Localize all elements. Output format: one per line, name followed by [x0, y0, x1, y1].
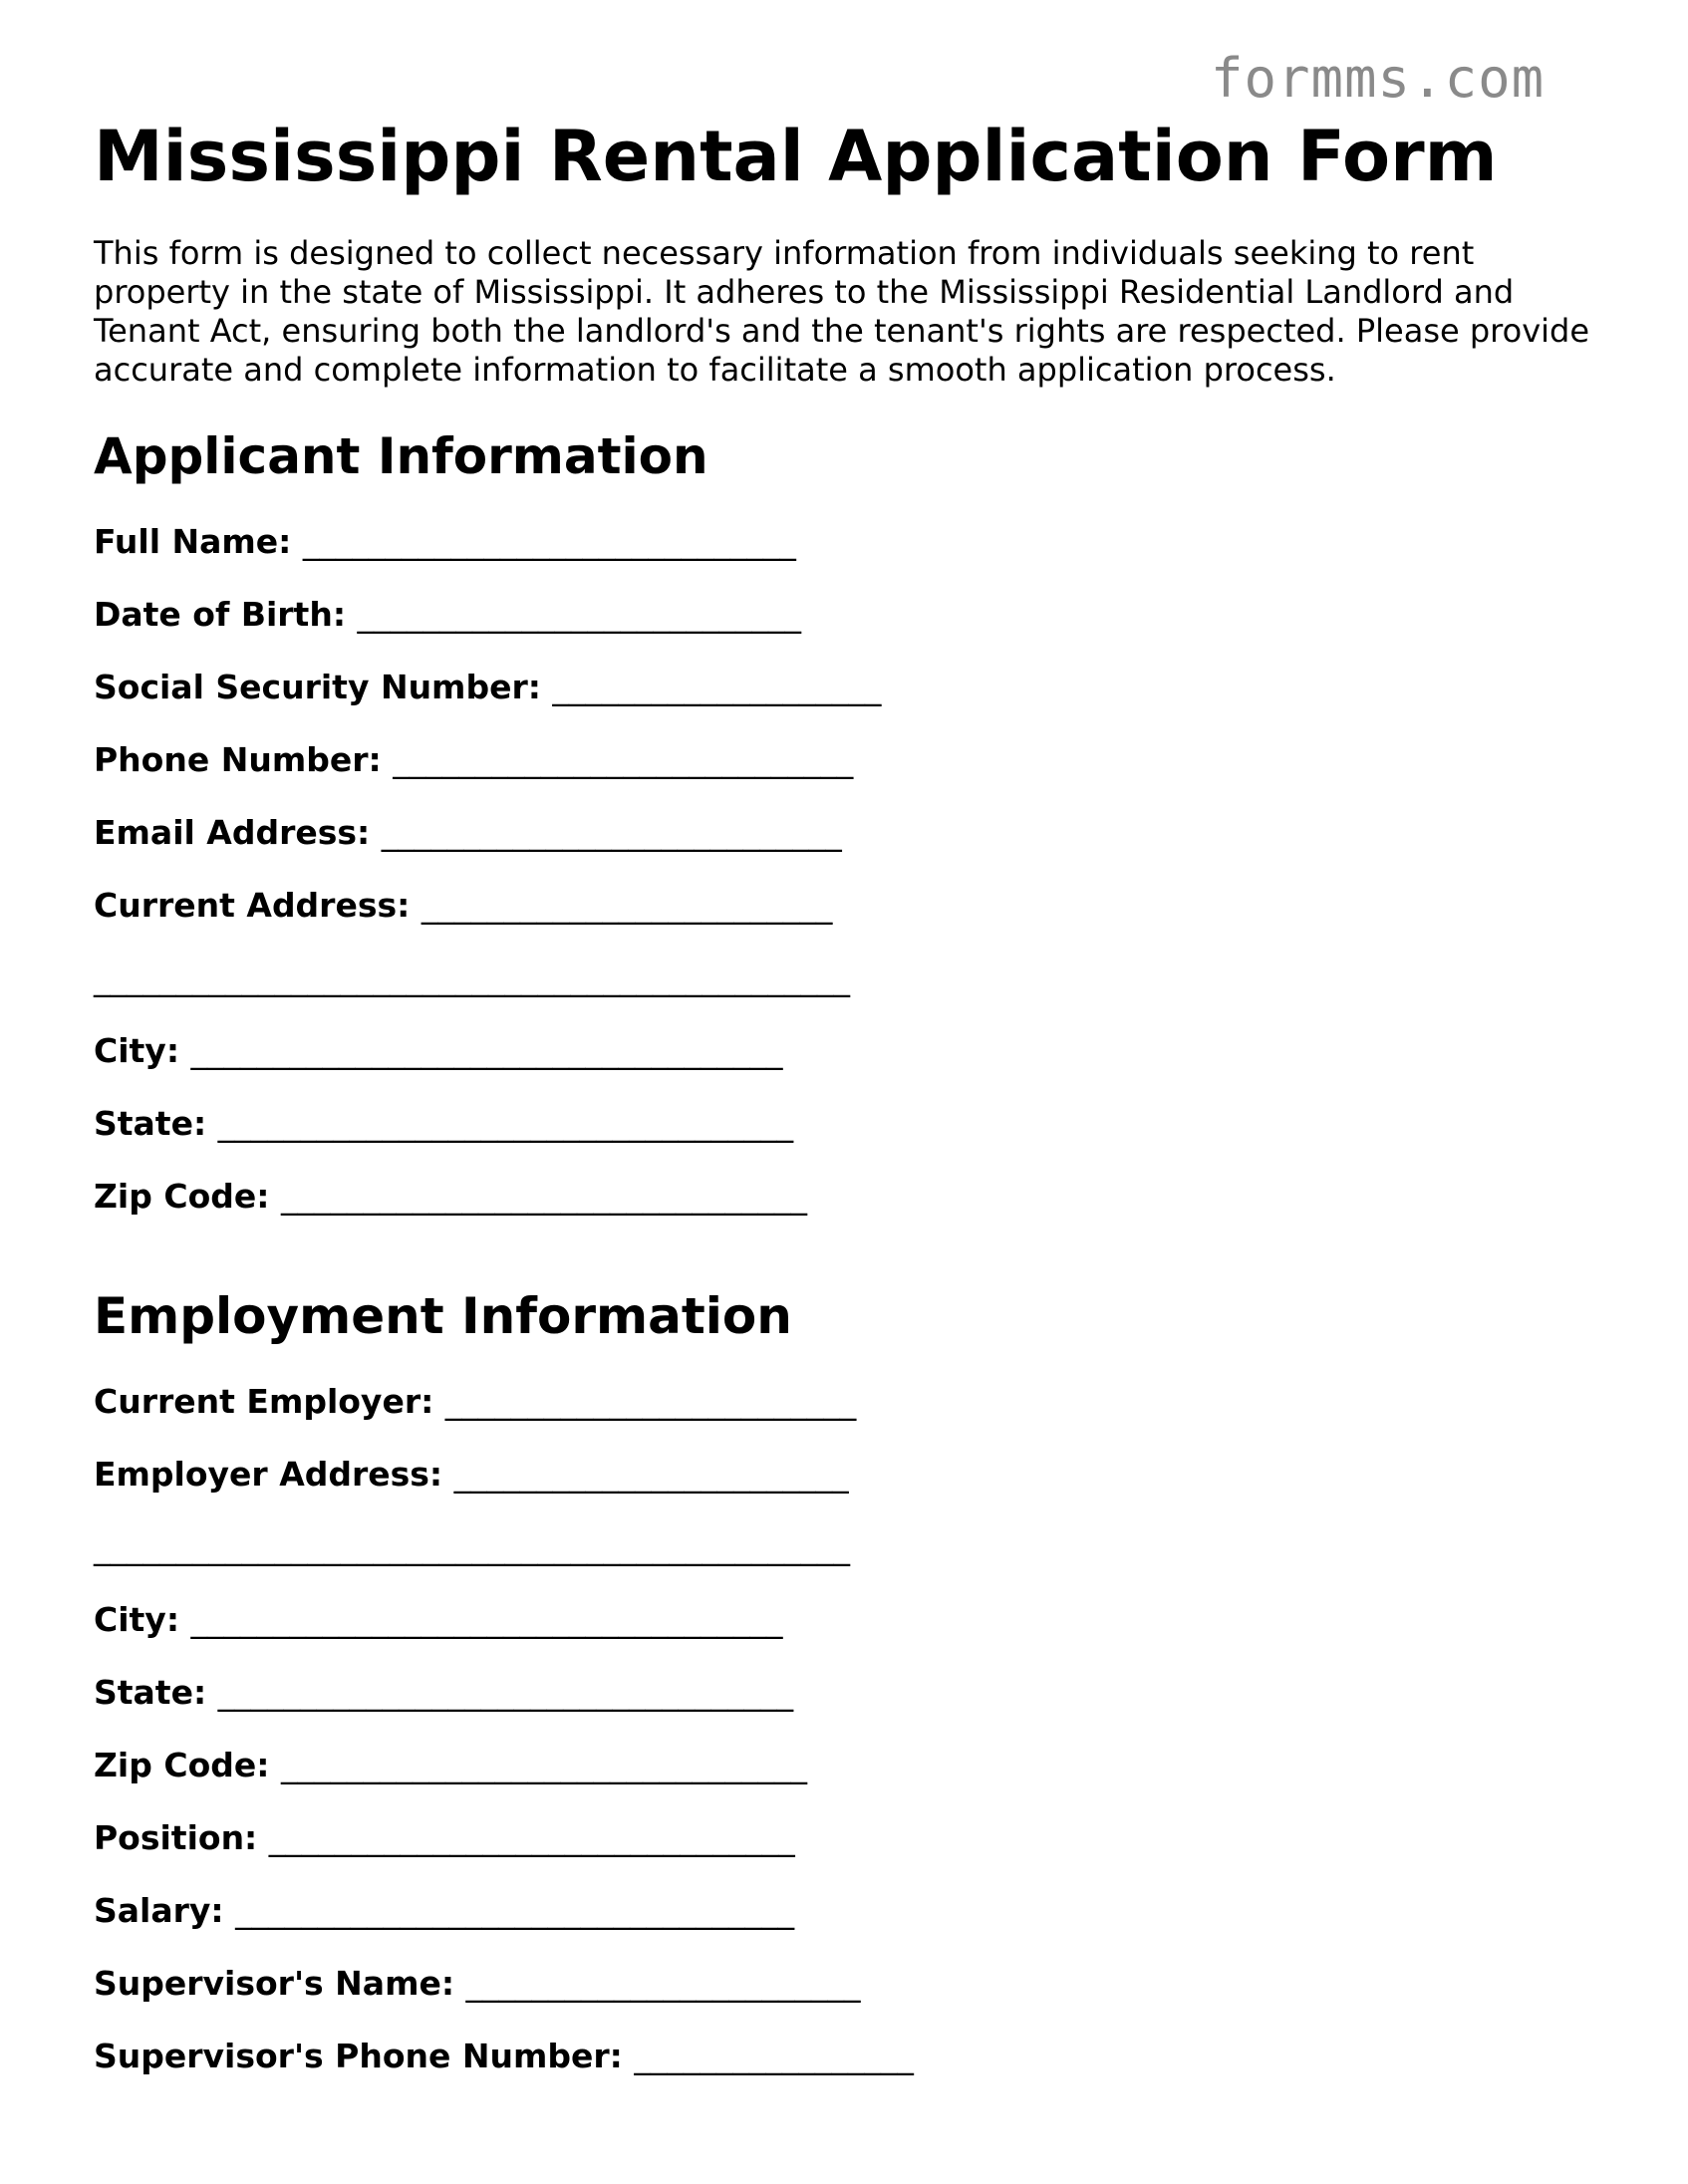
field-label: Employer Address: — [94, 1455, 443, 1494]
field-label: Current Address: — [94, 886, 411, 925]
email-address-field[interactable] — [94, 813, 1608, 886]
intro-paragraph: This form is designed to collect necessary information from individuals seeking to rent property in the state of Mississippi. It adheres to the Mississippi Residential Landlord and Tenant Act, ensuring both the landlord's and the tenant's rights are respected. Please provide accurate and complete information to facilitate a smooth application process. — [94, 234, 1590, 389]
field-label: Salary: — [94, 1891, 224, 1930]
employer-address-field[interactable] — [94, 1455, 1608, 1527]
fill-line[interactable]: ____________________________ — [393, 740, 854, 779]
phone-number-field[interactable] — [94, 740, 1608, 813]
applicant-fields — [94, 522, 1608, 1249]
fill-line[interactable]: ________________________________ — [280, 1177, 807, 1216]
fill-line[interactable]: ___________________________________ — [217, 1104, 794, 1143]
page-title: Mississippi Rental Application Form — [94, 116, 1498, 197]
fill-line[interactable]: ____________________________________ — [190, 1031, 783, 1070]
fill-line[interactable]: ____________________ — [552, 668, 882, 706]
field-label: Social Security Number: — [94, 668, 541, 706]
form-content — [94, 115, 1608, 2109]
field-label: Zip Code: — [94, 1746, 270, 1784]
field-label: State: — [94, 1673, 207, 1712]
fill-line[interactable]: ________________________________ — [268, 1818, 795, 1857]
field-label: Current Employer: — [94, 1382, 434, 1421]
current-address-field[interactable] — [94, 886, 1608, 958]
employer-city-field[interactable] — [94, 1600, 1608, 1673]
watermark: formms.com — [1211, 47, 1546, 110]
zip-code-field[interactable] — [94, 1177, 1608, 1249]
supervisor-phone-field[interactable] — [94, 2037, 1608, 2109]
fill-line[interactable]: _________________________ — [421, 886, 833, 925]
supervisor-name-field[interactable] — [94, 1964, 1608, 2037]
field-label: Supervisor's Name: — [94, 1964, 455, 2003]
fill-line[interactable]: ____________________________________ — [190, 1600, 783, 1639]
fill-line[interactable]: ________________________________ — [280, 1746, 807, 1784]
fill-line[interactable]: ______________________________ — [302, 522, 796, 561]
fill-line[interactable]: ___________________________ — [357, 595, 802, 634]
fill-line[interactable]: ____________________________ — [381, 813, 842, 852]
fill-line[interactable]: ________________________ — [465, 1964, 861, 2003]
city-field[interactable] — [94, 1031, 1608, 1104]
field-label: City: — [94, 1600, 180, 1639]
state-field[interactable] — [94, 1104, 1608, 1177]
fill-line[interactable]: ________________________ — [453, 1455, 849, 1494]
field-label: Full Name: — [94, 522, 292, 561]
field-label: Position: — [94, 1818, 258, 1857]
employer-address-line-2[interactable] — [94, 1527, 1608, 1600]
fill-line[interactable]: __________________________________ — [235, 1891, 795, 1930]
applicant-section-heading: Applicant Information — [94, 427, 708, 485]
field-label: State: — [94, 1104, 207, 1143]
fill-line[interactable]: ______________________________________________ — [94, 1527, 850, 1566]
employment-section-heading: Employment Information — [94, 1287, 792, 1345]
current-address-line-2[interactable] — [94, 958, 1608, 1031]
fill-line[interactable]: _________________ — [634, 2037, 914, 2075]
employer-zip-code-field[interactable] — [94, 1746, 1608, 1818]
ssn-field[interactable] — [94, 668, 1608, 740]
field-label: Phone Number: — [94, 740, 382, 779]
date-of-birth-field[interactable] — [94, 595, 1608, 668]
field-label: Date of Birth: — [94, 595, 347, 634]
fill-line[interactable]: ______________________________________________ — [94, 958, 850, 997]
employment-fields — [94, 1382, 1608, 2109]
field-label: Supervisor's Phone Number: — [94, 2037, 623, 2075]
fill-line[interactable]: ___________________________________ — [217, 1673, 794, 1712]
field-label: City: — [94, 1031, 180, 1070]
full-name-field[interactable] — [94, 522, 1608, 595]
employer-state-field[interactable] — [94, 1673, 1608, 1746]
field-label: Zip Code: — [94, 1177, 270, 1216]
current-employer-field[interactable] — [94, 1382, 1608, 1455]
salary-field[interactable] — [94, 1891, 1608, 1964]
fill-line[interactable]: _________________________ — [444, 1382, 857, 1421]
field-label: Email Address: — [94, 813, 371, 852]
position-field[interactable] — [94, 1818, 1608, 1891]
